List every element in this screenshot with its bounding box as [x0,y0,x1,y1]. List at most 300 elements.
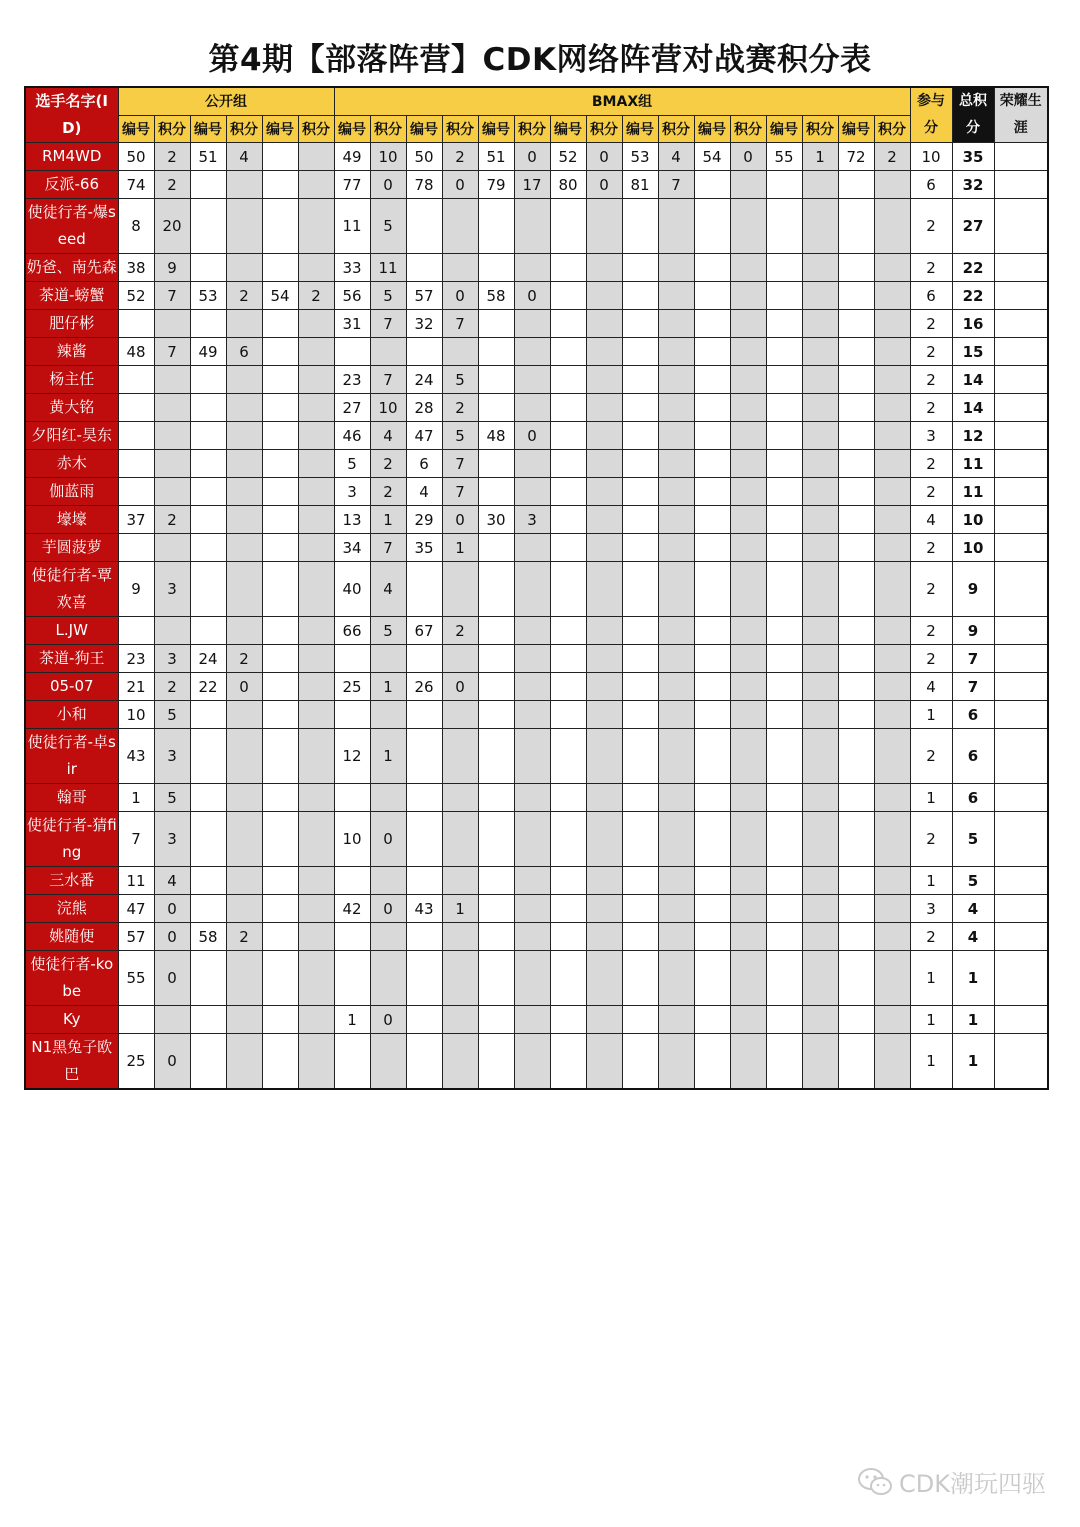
player-name: 辣酱 [25,338,118,366]
open-entry-number [262,729,298,784]
bmax-entry-number [694,506,730,534]
bmax-entry-number [550,394,586,422]
participation-score: 2 [910,478,952,506]
bmax-entry-score [586,895,622,923]
open-entry-number [262,534,298,562]
bmax-entry-number: 29 [406,506,442,534]
player-row [25,895,1048,923]
open-entry-number [190,951,226,1006]
open-entry-score [226,701,262,729]
bmax-entry-score: 3 [514,506,550,534]
honor-career [994,673,1048,701]
bmax-entry-number [550,867,586,895]
bmax-entry-number [478,784,514,812]
bmax-entry-score [874,282,910,310]
honor-career [994,701,1048,729]
bmax-entry-number [478,701,514,729]
total-score: 14 [952,366,994,394]
open-entry-number [262,254,298,282]
open-entry-score [298,812,334,867]
bmax-entry-number [766,895,802,923]
bmax-entry-number [550,1034,586,1090]
bmax-entry-score [586,310,622,338]
bmax-entry-score [874,895,910,923]
bmax-entry-number: 28 [406,394,442,422]
bmax-entry-number [406,645,442,673]
participation-score: 2 [910,645,952,673]
total-score: 4 [952,895,994,923]
bmax-entry-score [874,784,910,812]
honor-career [994,506,1048,534]
player-name: 黄大铭 [25,394,118,422]
honor-career [994,645,1048,673]
open-entry-number [118,366,154,394]
bmax-entry-score [658,254,694,282]
bmax-entry-score [658,422,694,450]
open-entry-number: 24 [190,645,226,673]
bmax-entry-score [802,254,838,282]
bmax-entry-score [802,534,838,562]
header-open-group: 公开组 [118,87,334,115]
participation-score: 2 [910,812,952,867]
open-entry-number [118,1006,154,1034]
player-name: 反派-66 [25,171,118,199]
total-score: 32 [952,171,994,199]
bmax-entry-score: 7 [658,171,694,199]
player-row [25,422,1048,450]
bmax-entry-number [694,867,730,895]
bmax-entry-number [622,673,658,701]
open-entry-score [226,506,262,534]
bmax-entry-number [622,199,658,254]
bmax-entry-number [406,338,442,366]
player-row [25,450,1048,478]
bmax-entry-number [694,895,730,923]
bmax-entry-score [802,171,838,199]
bmax-entry-score: 1 [802,143,838,171]
wechat-icon [857,1467,893,1497]
bmax-entry-number [622,310,658,338]
participation-score: 6 [910,282,952,310]
bmax-entry-score [442,338,478,366]
bmax-entry-score [874,422,910,450]
open-entry-score [226,867,262,895]
bmax-entry-number [766,673,802,701]
total-score: 6 [952,729,994,784]
header-num-label: 编号 [262,115,298,143]
open-entry-number: 49 [190,338,226,366]
open-entry-number: 11 [118,867,154,895]
open-entry-number [190,506,226,534]
bmax-entry-score [730,171,766,199]
bmax-entry-number: 23 [334,366,370,394]
honor-career [994,282,1048,310]
bmax-entry-score [658,729,694,784]
bmax-entry-score [442,701,478,729]
bmax-entry-number [478,812,514,867]
bmax-entry-score [442,254,478,282]
bmax-entry-score [586,562,622,617]
honor-career [994,254,1048,282]
bmax-entry-score [730,394,766,422]
bmax-entry-number [838,895,874,923]
bmax-entry-score [802,450,838,478]
participation-score: 2 [910,366,952,394]
bmax-entry-number [838,1006,874,1034]
bmax-entry-score: 1 [370,729,406,784]
bmax-entry-number [838,729,874,784]
bmax-entry-score [442,729,478,784]
bmax-entry-number [694,645,730,673]
bmax-entry-number [694,617,730,645]
open-entry-score [298,1034,334,1090]
open-entry-score [298,450,334,478]
bmax-entry-score [586,254,622,282]
bmax-entry-score [658,645,694,673]
bmax-entry-score: 5 [370,617,406,645]
open-entry-score: 2 [154,673,190,701]
open-entry-number [262,506,298,534]
bmax-entry-number [694,254,730,282]
bmax-entry-number [406,923,442,951]
bmax-entry-score [442,1006,478,1034]
open-entry-number: 37 [118,506,154,534]
bmax-entry-number: 26 [406,673,442,701]
open-entry-score [226,895,262,923]
open-entry-score: 7 [154,282,190,310]
bmax-entry-number [694,812,730,867]
honor-career [994,450,1048,478]
bmax-entry-number [406,199,442,254]
bmax-entry-score [874,338,910,366]
open-entry-score [298,422,334,450]
open-entry-score [298,951,334,1006]
bmax-entry-score [442,562,478,617]
bmax-entry-score [874,729,910,784]
bmax-entry-number [622,784,658,812]
bmax-entry-score: 0 [514,422,550,450]
bmax-entry-number [838,171,874,199]
bmax-entry-number [622,534,658,562]
player-row [25,506,1048,534]
header-score-label: 积分 [586,115,622,143]
bmax-entry-number [838,562,874,617]
open-entry-number [190,701,226,729]
bmax-entry-score [658,310,694,338]
bmax-entry-score [514,923,550,951]
player-row [25,366,1048,394]
participation-score: 2 [910,923,952,951]
bmax-entry-number: 34 [334,534,370,562]
bmax-entry-score [658,562,694,617]
bmax-entry-number [766,171,802,199]
bmax-entry-number [766,310,802,338]
open-entry-score: 4 [154,867,190,895]
bmax-entry-number [334,338,370,366]
honor-career [994,394,1048,422]
bmax-entry-score: 7 [370,366,406,394]
open-entry-number: 51 [190,143,226,171]
open-entry-number: 22 [190,673,226,701]
bmax-entry-score [514,784,550,812]
open-entry-number [262,617,298,645]
open-entry-number: 58 [190,923,226,951]
total-score: 1 [952,1034,994,1090]
bmax-entry-number [478,895,514,923]
open-entry-number: 57 [118,923,154,951]
open-entry-number [190,366,226,394]
bmax-entry-number [550,199,586,254]
open-entry-number [190,562,226,617]
bmax-entry-number: 48 [478,422,514,450]
bmax-entry-number [334,923,370,951]
player-name: 茶道-螃蟹 [25,282,118,310]
bmax-entry-number [478,254,514,282]
open-entry-score [226,1006,262,1034]
bmax-entry-score [802,673,838,701]
open-entry-number [262,951,298,1006]
header-num-label: 编号 [694,115,730,143]
bmax-entry-number [622,867,658,895]
bmax-entry-score [514,1034,550,1090]
bmax-entry-number [478,478,514,506]
bmax-entry-number [622,701,658,729]
bmax-entry-score [442,199,478,254]
bmax-entry-score: 7 [370,310,406,338]
total-score: 4 [952,923,994,951]
bmax-entry-number [838,867,874,895]
bmax-entry-number: 33 [334,254,370,282]
open-entry-number [262,673,298,701]
bmax-entry-score [514,254,550,282]
player-row [25,562,1048,617]
open-entry-score: 5 [154,784,190,812]
open-entry-number: 54 [262,282,298,310]
header-subrow [25,115,1048,143]
bmax-entry-score [370,645,406,673]
total-score: 1 [952,951,994,1006]
bmax-entry-number [766,1034,802,1090]
bmax-entry-number [766,422,802,450]
open-entry-number [190,812,226,867]
bmax-entry-score [586,478,622,506]
bmax-entry-number [622,366,658,394]
bmax-entry-score [802,394,838,422]
open-entry-number [190,422,226,450]
bmax-entry-number: 77 [334,171,370,199]
bmax-entry-number [478,673,514,701]
open-entry-score [154,366,190,394]
bmax-entry-score [802,1006,838,1034]
player-row [25,199,1048,254]
header-total: 总积分 [952,87,994,143]
bmax-entry-number [766,199,802,254]
participation-score: 1 [910,951,952,1006]
bmax-entry-score [586,1006,622,1034]
bmax-entry-number: 58 [478,282,514,310]
bmax-entry-score: 0 [442,171,478,199]
participation-score: 2 [910,394,952,422]
player-name: 翰哥 [25,784,118,812]
bmax-entry-score [802,895,838,923]
open-entry-score [298,338,334,366]
honor-career [994,617,1048,645]
bmax-entry-score [514,562,550,617]
bmax-entry-number [766,562,802,617]
bmax-entry-number [550,562,586,617]
bmax-entry-number [694,478,730,506]
bmax-entry-score [874,171,910,199]
bmax-entry-number [478,199,514,254]
open-entry-number [262,1034,298,1090]
bmax-entry-score [514,394,550,422]
bmax-entry-number: 67 [406,617,442,645]
player-name: Ky [25,1006,118,1034]
bmax-entry-score [730,812,766,867]
honor-career [994,171,1048,199]
bmax-entry-score: 0 [442,673,478,701]
bmax-entry-score: 0 [370,1006,406,1034]
open-entry-number: 47 [118,895,154,923]
bmax-entry-score [586,923,622,951]
player-row [25,617,1048,645]
total-score: 11 [952,450,994,478]
participation-score: 3 [910,422,952,450]
bmax-entry-score: 1 [442,534,478,562]
open-entry-score [154,394,190,422]
open-entry-score [226,394,262,422]
bmax-entry-number [622,562,658,617]
bmax-entry-number [766,645,802,673]
bmax-entry-score [874,450,910,478]
bmax-entry-score [586,282,622,310]
player-name: 使徒行者-覃欢喜 [25,562,118,617]
bmax-entry-score [586,784,622,812]
bmax-entry-score: 11 [370,254,406,282]
bmax-entry-score: 0 [730,143,766,171]
bmax-entry-number [694,1034,730,1090]
total-score: 6 [952,701,994,729]
bmax-entry-number [622,895,658,923]
bmax-entry-score [658,506,694,534]
open-entry-score: 2 [226,923,262,951]
bmax-entry-score [730,784,766,812]
participation-score: 2 [910,310,952,338]
bmax-entry-number [550,422,586,450]
bmax-entry-number [622,254,658,282]
bmax-entry-number [838,422,874,450]
bmax-entry-number [694,534,730,562]
player-row [25,282,1048,310]
open-entry-number [190,534,226,562]
bmax-entry-score [802,282,838,310]
bmax-entry-score [658,617,694,645]
bmax-entry-number [766,254,802,282]
open-entry-score [226,310,262,338]
bmax-entry-score [730,366,766,394]
bmax-entry-number [694,310,730,338]
bmax-entry-number: 13 [334,506,370,534]
bmax-entry-number: 80 [550,171,586,199]
bmax-entry-number [766,729,802,784]
open-entry-score [298,645,334,673]
open-entry-score [154,422,190,450]
bmax-entry-number [550,812,586,867]
header-num-label: 编号 [334,115,370,143]
open-entry-score [226,534,262,562]
bmax-entry-number [766,282,802,310]
player-name: 浣熊 [25,895,118,923]
open-entry-score [298,143,334,171]
open-entry-score [226,478,262,506]
bmax-entry-number [622,338,658,366]
bmax-entry-number [838,812,874,867]
open-entry-score: 3 [154,812,190,867]
open-entry-number [190,867,226,895]
open-entry-number [262,701,298,729]
player-row [25,1034,1048,1090]
bmax-entry-score [802,784,838,812]
bmax-entry-number [406,812,442,867]
participation-score: 2 [910,534,952,562]
bmax-entry-score [802,729,838,784]
bmax-entry-score [802,1034,838,1090]
player-row [25,171,1048,199]
open-entry-number [190,199,226,254]
total-score: 12 [952,422,994,450]
open-entry-number [118,534,154,562]
bmax-entry-score: 17 [514,171,550,199]
bmax-entry-score [730,506,766,534]
open-entry-number [190,310,226,338]
header-score-label: 积分 [802,115,838,143]
bmax-entry-score [370,338,406,366]
bmax-entry-number [622,1006,658,1034]
open-entry-number [190,784,226,812]
bmax-entry-number: 55 [766,143,802,171]
bmax-entry-score [802,422,838,450]
bmax-entry-number [622,729,658,784]
bmax-entry-score [586,366,622,394]
open-entry-number: 74 [118,171,154,199]
header-num-label: 编号 [406,115,442,143]
bmax-entry-number: 78 [406,171,442,199]
bmax-entry-score [802,645,838,673]
bmax-entry-score [874,1034,910,1090]
bmax-entry-score [658,673,694,701]
bmax-entry-number [838,310,874,338]
bmax-entry-score [658,867,694,895]
bmax-entry-number [766,478,802,506]
open-entry-number [190,1034,226,1090]
bmax-entry-score [802,199,838,254]
player-name: 壕壕 [25,506,118,534]
bmax-entry-number [766,867,802,895]
bmax-entry-number [550,784,586,812]
bmax-entry-number [622,282,658,310]
open-entry-number: 38 [118,254,154,282]
bmax-entry-score: 7 [442,450,478,478]
open-entry-number: 43 [118,729,154,784]
bmax-entry-score [586,1034,622,1090]
bmax-entry-number [838,784,874,812]
header-score-label: 积分 [874,115,910,143]
open-entry-number: 8 [118,199,154,254]
open-entry-score [154,1006,190,1034]
open-entry-number [262,478,298,506]
bmax-entry-number: 72 [838,143,874,171]
player-name: 杨主任 [25,366,118,394]
